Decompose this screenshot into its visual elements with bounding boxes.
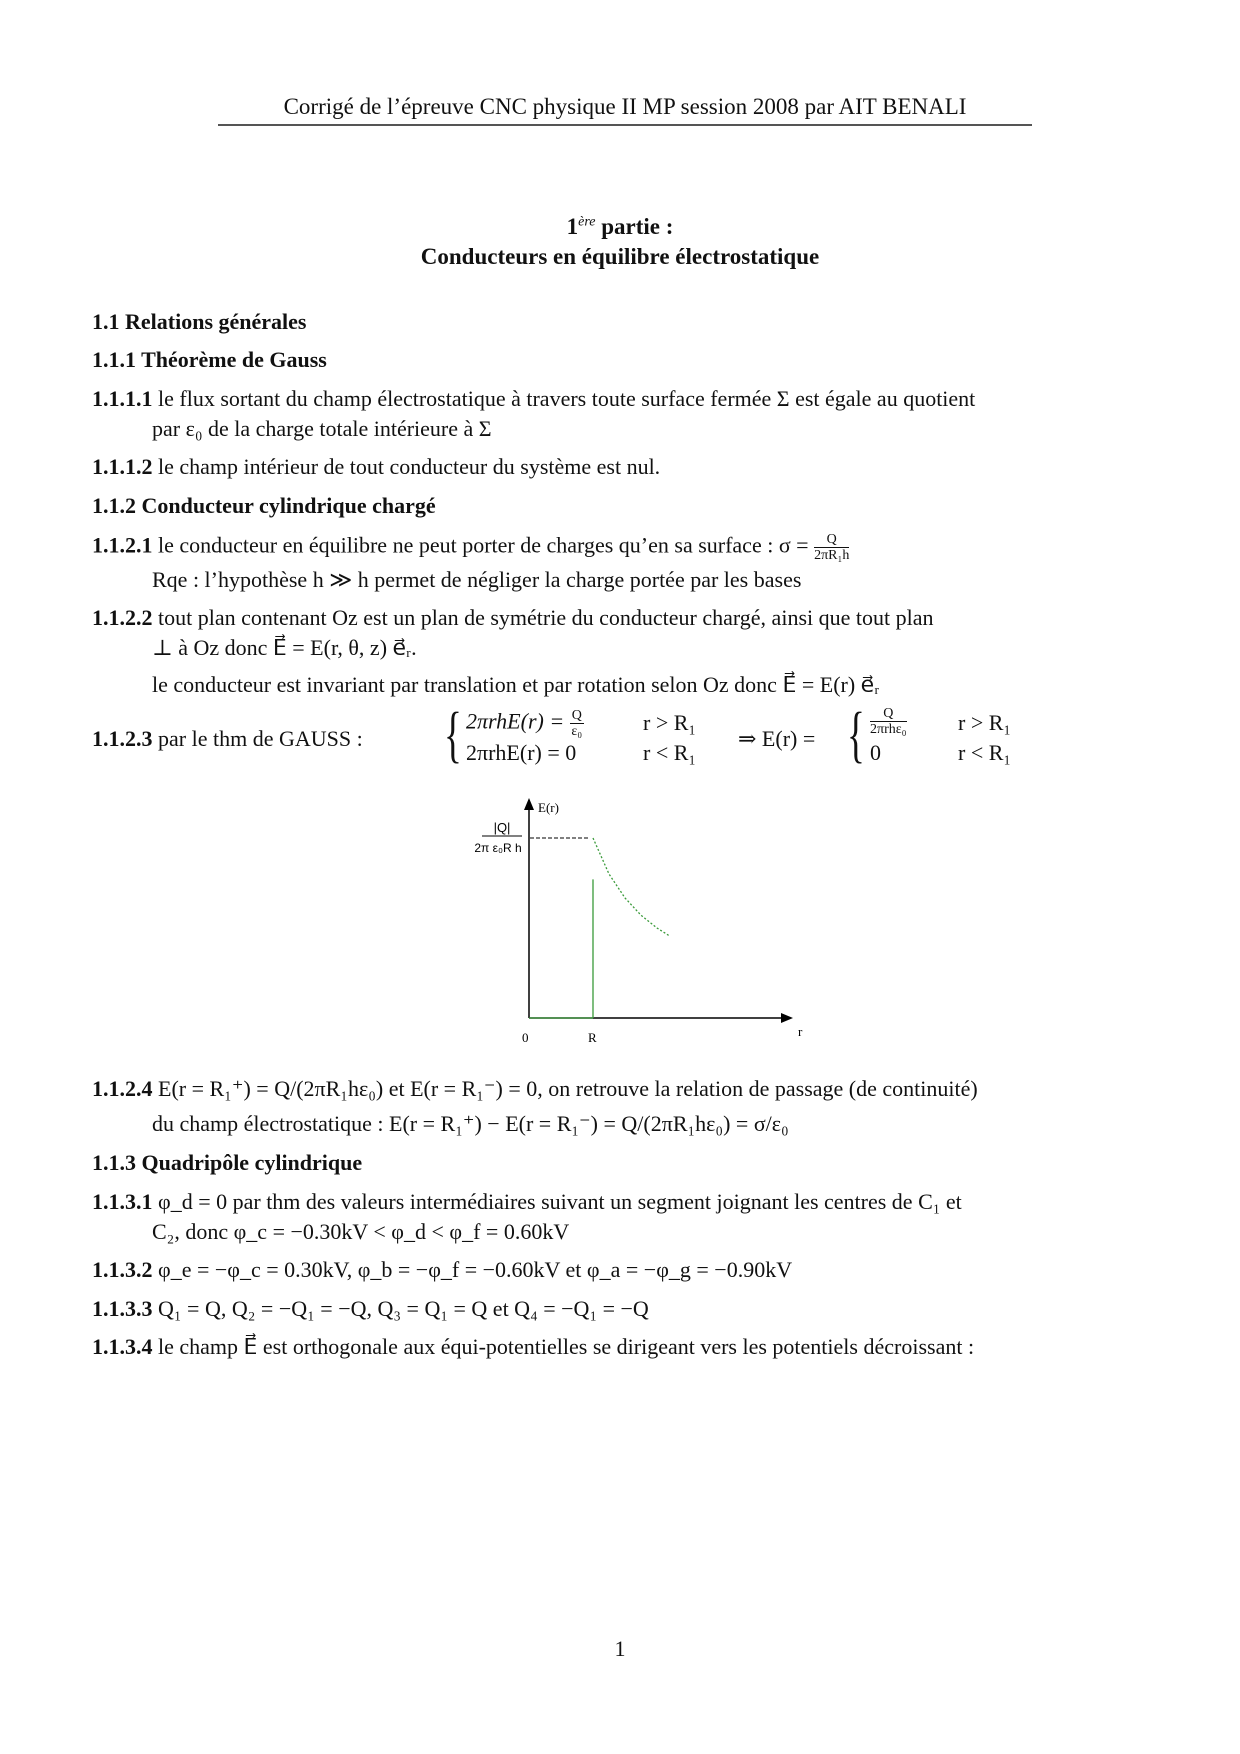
part-title: Conducteurs en équilibre électrostatique [420, 244, 820, 269]
item-text-cont: par ε₀ de la charge totale intérieure à Σ [152, 416, 492, 441]
y-axis-label: E(r) [538, 800, 559, 815]
item-text-cont: C₂, donc φ_c = −0.30kV < φ_d < φ_f = 0.60kV [152, 1219, 570, 1244]
section-heading: 1.1 Relations générales [92, 309, 307, 334]
fraction [570, 708, 584, 739]
item-text-cont: ⊥ à Oz donc E⃗ = E(r, θ, z) e⃗ᵣ. [152, 635, 417, 660]
condition: r > R₁ [643, 710, 697, 735]
x-tick-R: R [588, 1030, 597, 1045]
fraction [814, 532, 849, 563]
y-axis-arrow [524, 798, 534, 810]
subsection-heading: 1.1.3 Quadripôle cylindrique [92, 1150, 363, 1175]
item-text: le champ E⃗ est orthogonale aux équi-potentielles se dirigeant vers les potentiels décroissant : [158, 1334, 975, 1359]
item-text: φ_d = 0 par thm des valeurs intermédiaires suivant un segment joignant les centres de C₁ et [158, 1189, 962, 1214]
item-1131 [92, 1189, 962, 1215]
y-level-numerator: |Q| [493, 820, 511, 835]
item-label: 1.1.3.4 [92, 1334, 153, 1359]
fraction [870, 706, 907, 737]
item-1124 [92, 1076, 978, 1102]
x-tick-0: 0 [522, 1030, 529, 1045]
item-1112 [92, 454, 660, 480]
numerator: Q [814, 532, 849, 548]
item-1133 [92, 1296, 649, 1322]
item-label: 1.1.1.1 [92, 386, 153, 411]
y-level-denominator: 2π ε₀R h [474, 841, 522, 855]
item-label: 1.1.1.2 [92, 454, 153, 479]
part-sup: ère [578, 214, 596, 230]
part-heading [0, 214, 1240, 240]
item-text: E(r = R₁⁺) = Q/(2πR₁hε₀) et E(r = R₁⁻) = 0, on retrouve la relation de passage (de continuité) [158, 1076, 978, 1101]
brace: { [443, 701, 462, 769]
item-text-cont: Rqe : l’hypothèse h ≫ h permet de négliger la charge portée par les bases [152, 567, 802, 592]
field-graph [460, 790, 820, 1050]
condition: r < R₁ [643, 740, 697, 765]
eq: 2πrhE(r) = [466, 708, 565, 734]
series-line-1 [593, 838, 670, 936]
subsection-heading: 1.1.2 Conducteur cylindrique chargé [92, 493, 436, 518]
item-label: 1.1.3.1 [92, 1189, 153, 1214]
item-1122 [92, 605, 933, 631]
item-label: 1.1.2.2 [92, 605, 153, 630]
implies: ⇒ E(r) = [738, 726, 816, 751]
part-number: 1 [566, 214, 579, 239]
numerator: Q [571, 708, 582, 723]
item-1121 [92, 532, 849, 563]
denominator: 2πR₁h [814, 548, 850, 563]
item-1111 [92, 386, 975, 412]
condition: r > R₁ [958, 710, 1012, 735]
item-label: 1.1.3.3 [92, 1296, 153, 1321]
item-text: φ_e = −φ_c = 0.30kV, φ_b = −φ_f = −0.60kV et φ_a = −φ_g = −0.90kV [158, 1257, 793, 1282]
item-text: par le thm de GAUSS : [158, 726, 363, 751]
item-text-cont: du champ électrostatique : E(r = R₁⁺) − E(r = R₁⁻) = Q/(2πR₁hε₀) = σ/ε₀ [152, 1111, 789, 1136]
system-row [466, 708, 584, 739]
denominator: 2πrhε₀ [870, 722, 907, 737]
x-axis-label: r [798, 1024, 803, 1039]
item-label: 1.1.3.2 [92, 1257, 153, 1282]
item-text: le conducteur en équilibre ne peut porter de charges qu’en sa surface : σ = [158, 532, 809, 558]
brace: { [846, 701, 865, 769]
item-text: le flux sortant du champ électrostatique à travers toute surface fermée Σ est égale au quotient [158, 386, 976, 411]
numerator: Q [870, 706, 907, 722]
eq: 0 [870, 740, 881, 765]
item-label: 1.1.2.4 [92, 1076, 153, 1101]
page-number: 1 [614, 1636, 626, 1661]
item-text: Q₁ = Q, Q₂ = −Q₁ = −Q, Q₃ = Q₁ = Q et Q₄ = −Q₁ = −Q [158, 1296, 649, 1321]
x-axis-arrow [781, 1013, 793, 1023]
part-word: partie : [601, 214, 674, 239]
item-label: 1.1.2.1 [92, 532, 153, 558]
running-header: Corrigé de l’épreuve CNC physique II MP session 2008 par AIT BENALI [218, 94, 1032, 126]
denominator: ε₀ [571, 724, 583, 739]
item-1123 [92, 726, 363, 752]
subsection-heading: 1.1.1 Théorème de Gauss [92, 347, 327, 372]
item-1132 [92, 1257, 792, 1283]
eq: 2πrhE(r) = 0 [466, 740, 577, 765]
item-1134 [92, 1334, 974, 1360]
item-text-cont: le conducteur est invariant par translation et par rotation selon Oz donc E⃗ = E(r) e⃗ᵣ [152, 672, 880, 697]
item-text: tout plan contenant Oz est un plan de symétrie du conducteur chargé, ainsi que tout plan [158, 605, 934, 630]
condition: r < R₁ [958, 740, 1012, 765]
item-label: 1.1.2.3 [92, 726, 153, 751]
item-text: le champ intérieur de tout conducteur du système est nul. [158, 454, 661, 479]
